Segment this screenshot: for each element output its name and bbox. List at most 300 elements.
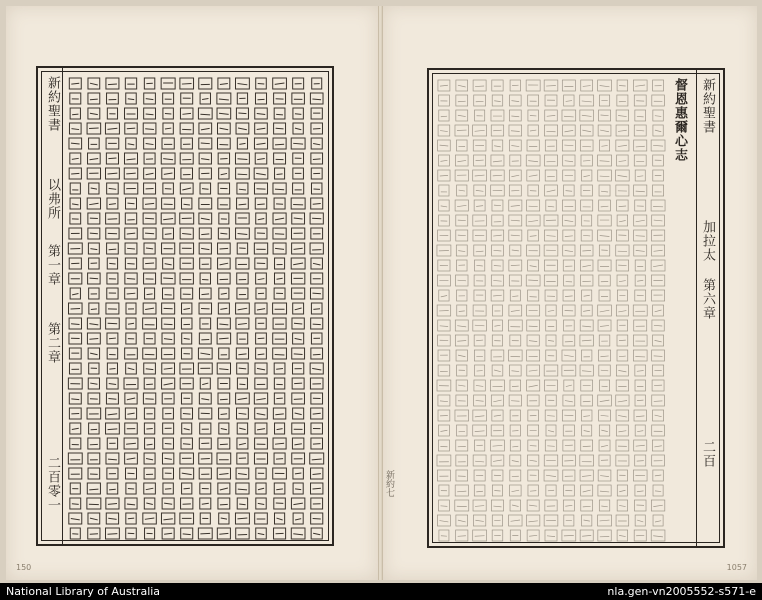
glyph-stroke [475, 130, 485, 131]
glyph-stroke [493, 161, 502, 162]
glyph-stroke [91, 309, 97, 310]
glyph [653, 125, 663, 136]
glyph [292, 438, 303, 449]
glyph-stroke [476, 160, 484, 161]
glyph [70, 498, 81, 509]
glyph [580, 320, 593, 331]
glyph [106, 453, 119, 464]
glyph [293, 333, 304, 344]
glyph [616, 110, 629, 121]
glyph-stroke [164, 503, 172, 504]
glyph [145, 288, 155, 299]
glyph-stroke [653, 265, 663, 267]
glyph-stroke [564, 116, 574, 117]
glyph [544, 365, 558, 376]
glyph-stroke [294, 323, 302, 324]
glyph-stroke [583, 86, 591, 87]
glyph [163, 93, 174, 104]
glyph [69, 123, 81, 134]
glyph-stroke [109, 204, 116, 205]
glyph-stroke [257, 413, 266, 415]
glyph-stroke [147, 294, 153, 295]
glyph-stroke [219, 369, 228, 370]
glyph-stroke [637, 280, 643, 281]
glyph-stroke [530, 491, 536, 492]
glyph [491, 155, 504, 166]
text-column [562, 80, 576, 541]
glyph-stroke [512, 490, 520, 491]
glyph-stroke [238, 233, 248, 234]
glyph [218, 273, 231, 284]
glyph [254, 243, 267, 254]
glyph [87, 318, 100, 329]
glyph [528, 230, 539, 241]
glyph [600, 380, 610, 391]
glyph-stroke [618, 400, 627, 401]
glyph-stroke [220, 399, 228, 400]
glyph-stroke [145, 308, 154, 309]
glyph-stroke [619, 505, 625, 506]
glyph-stroke [529, 341, 537, 342]
glyph-stroke [653, 505, 662, 506]
glyph [181, 498, 193, 509]
glyph [292, 93, 305, 104]
glyph [106, 303, 119, 314]
glyph-stroke [512, 296, 518, 297]
glyph-stroke [312, 99, 321, 100]
glyph-stroke [108, 323, 118, 324]
glyph-stroke [636, 130, 644, 131]
glyph-stroke [511, 235, 520, 236]
glyph-stroke [582, 250, 591, 251]
glyph [491, 395, 503, 406]
glyph [254, 393, 267, 404]
text-column [198, 78, 212, 539]
glyph-stroke [600, 325, 609, 326]
glyph-stroke [601, 415, 609, 416]
glyph [292, 393, 305, 404]
glyph [598, 395, 612, 406]
glyph [181, 288, 193, 299]
glyph [180, 363, 194, 374]
text-column [633, 80, 647, 541]
glyph-stroke [108, 84, 117, 85]
glyph-stroke [89, 339, 98, 340]
glyph-stroke [530, 236, 537, 237]
glyph-stroke [239, 204, 247, 205]
glyph [617, 215, 628, 226]
glyph [236, 483, 249, 494]
glyph-stroke [601, 145, 607, 146]
glyph-stroke [90, 158, 99, 159]
glyph [509, 125, 522, 136]
glyph [237, 183, 248, 194]
glyph [456, 350, 467, 361]
glyph-stroke [440, 401, 448, 402]
glyph [491, 350, 504, 361]
glyph [456, 455, 468, 466]
glyph-stroke [220, 488, 228, 490]
glyph-stroke [277, 174, 283, 175]
glyph [217, 318, 230, 329]
glyph-stroke [275, 189, 284, 190]
glyph-stroke [258, 218, 265, 219]
text-column [490, 80, 504, 541]
glyph-stroke [182, 83, 192, 84]
glyph-stroke [493, 130, 501, 131]
glyph-stroke [619, 535, 626, 536]
glyph [545, 140, 556, 151]
glyph [237, 498, 247, 509]
right-header-note: 督恩惠爾心志 [672, 78, 687, 162]
glyph-stroke [128, 144, 135, 145]
glyph [582, 215, 592, 226]
glyph-stroke [475, 431, 485, 432]
glyph-stroke [275, 144, 284, 145]
glyph [199, 468, 211, 479]
glyph [200, 273, 210, 284]
text-column [310, 78, 324, 539]
glyph-stroke [618, 415, 627, 417]
glyph-stroke [493, 506, 501, 507]
left-pencil-note: 150 [16, 563, 32, 572]
glyph [527, 200, 540, 211]
glyph-stroke [128, 368, 135, 370]
glyph [598, 350, 610, 361]
glyph [599, 140, 609, 151]
glyph-stroke [276, 459, 283, 460]
glyph-stroke [457, 491, 466, 492]
gutter-mark: 新約七 [384, 470, 394, 497]
glyph [616, 140, 629, 151]
glyph-stroke [164, 173, 173, 174]
glyph-stroke [493, 280, 501, 281]
glyph-stroke [90, 518, 98, 520]
glyph [273, 408, 285, 419]
text-column [217, 78, 231, 539]
text-column [473, 80, 487, 541]
glyph-stroke [201, 458, 210, 459]
glyph-stroke [276, 369, 283, 370]
glyph-stroke [565, 296, 573, 297]
glyph [293, 483, 303, 494]
glyph-stroke [600, 130, 609, 132]
glyph [635, 515, 645, 526]
glyph [199, 153, 211, 164]
glyph [199, 228, 211, 239]
glyph [274, 483, 285, 494]
glyph-stroke [90, 278, 98, 279]
glyph-stroke [655, 310, 662, 312]
glyph-stroke [546, 85, 556, 86]
glyph [439, 110, 449, 121]
glyph [292, 348, 305, 359]
glyph-stroke [618, 311, 626, 312]
glyph [508, 320, 522, 331]
glyph-stroke [511, 101, 519, 102]
glyph-stroke [529, 370, 538, 371]
glyph [616, 515, 629, 526]
glyph [88, 513, 100, 524]
glyph-stroke [493, 235, 501, 236]
glyph-stroke [202, 503, 209, 504]
glyph-stroke [109, 489, 116, 490]
glyph-stroke [257, 159, 265, 160]
glyph [181, 438, 192, 449]
glyph-stroke [221, 518, 227, 519]
glyph [236, 348, 248, 359]
glyph [598, 470, 611, 481]
glyph [163, 288, 174, 299]
glyph-stroke [184, 204, 190, 205]
glyph [180, 273, 193, 284]
glyph-stroke [566, 191, 573, 192]
glyph [200, 258, 211, 269]
glyph-stroke [601, 445, 608, 447]
glyph [509, 395, 521, 406]
right-book-title: 新約聖書 [700, 78, 715, 134]
glyph-stroke [313, 474, 321, 475]
glyph [456, 80, 468, 91]
glyph [456, 110, 468, 121]
glyph [217, 453, 231, 464]
glyph [437, 470, 450, 481]
glyph-stroke [182, 473, 192, 474]
right-section-label: 加拉太 [700, 220, 715, 262]
glyph-stroke [653, 145, 663, 146]
glyph-stroke [511, 146, 519, 147]
glyph [199, 123, 212, 134]
glyph-stroke [108, 398, 116, 399]
glyph-stroke [238, 113, 246, 114]
glyph-stroke [619, 161, 627, 162]
glyph [545, 290, 557, 301]
glyph-stroke [89, 203, 98, 204]
glyph [438, 350, 450, 361]
glyph [635, 110, 646, 121]
glyph [124, 153, 137, 164]
glyph [273, 333, 287, 344]
glyph-stroke [183, 444, 190, 445]
glyph-stroke [477, 371, 483, 372]
glyph [599, 500, 609, 511]
glyph [510, 485, 522, 496]
glyph [107, 93, 119, 104]
glyph-stroke [145, 129, 154, 130]
glyph-stroke [636, 416, 644, 417]
glyph-stroke [600, 161, 610, 162]
glyph-stroke [458, 536, 466, 537]
text-column [437, 80, 451, 541]
glyph [474, 350, 485, 361]
glyph [144, 468, 155, 479]
glyph [438, 395, 450, 406]
glyph-stroke [91, 188, 97, 189]
text-column [526, 80, 540, 541]
glyph-stroke [201, 248, 209, 249]
glyph [473, 455, 486, 466]
glyph-stroke [635, 85, 645, 86]
glyph-stroke [636, 236, 645, 237]
glyph [219, 423, 229, 434]
right-chapter: 第六章 [700, 278, 715, 320]
glyph-stroke [90, 99, 98, 100]
glyph-stroke [256, 143, 265, 144]
glyph [580, 140, 593, 151]
glyph [528, 260, 539, 271]
glyph [126, 138, 137, 149]
glyph [144, 138, 156, 149]
glyph [510, 380, 521, 391]
glyph-stroke [528, 220, 538, 221]
glyph-stroke [275, 234, 284, 235]
glyph-stroke [582, 101, 592, 102]
glyph [580, 125, 593, 136]
glyph [255, 513, 268, 524]
glyph-stroke [529, 460, 536, 461]
glyph [598, 320, 611, 331]
glyph-stroke [600, 176, 610, 177]
glyph [635, 260, 645, 271]
glyph [474, 245, 486, 256]
glyph-stroke [440, 131, 448, 132]
left-page-frame [36, 66, 334, 546]
glyph [143, 123, 156, 134]
glyph [653, 485, 663, 496]
glyph-stroke [109, 188, 117, 189]
glyph-stroke [441, 295, 447, 296]
glyph-stroke [618, 370, 626, 371]
glyph-stroke [582, 265, 591, 267]
glyph-stroke [108, 158, 116, 159]
glyph [599, 275, 610, 286]
glyph-stroke [530, 266, 537, 267]
glyph [310, 243, 323, 254]
glyph-stroke [238, 474, 247, 475]
glyph-stroke [109, 263, 115, 264]
glyph-stroke [238, 128, 247, 130]
glyph [616, 425, 628, 436]
glyph [509, 95, 521, 106]
footer-identifier: nla.gen-vn2005552-s571-e [607, 585, 756, 598]
glyph-stroke [313, 159, 321, 160]
glyph-stroke [146, 114, 154, 115]
glyph [545, 530, 557, 541]
glyph-stroke [127, 128, 135, 129]
glyph-stroke [257, 204, 264, 205]
glyph [635, 365, 646, 376]
left-chapter-b: 第二章 [45, 322, 60, 364]
glyph-stroke [109, 338, 116, 339]
glyph [438, 320, 450, 331]
glyph [438, 500, 449, 511]
glyph-stroke [164, 383, 173, 385]
glyph [439, 185, 449, 196]
glyph [509, 365, 521, 376]
glyph [219, 168, 229, 179]
glyph-stroke [566, 385, 572, 387]
glyph [255, 153, 267, 164]
glyph-stroke [256, 173, 266, 174]
glyph-stroke [201, 234, 209, 235]
glyph-stroke [619, 281, 626, 282]
glyph [510, 290, 520, 301]
left-page [6, 6, 379, 580]
glyph [89, 303, 99, 314]
glyph-stroke [89, 489, 98, 490]
glyph-stroke [127, 263, 134, 264]
glyph-stroke [440, 175, 448, 176]
glyph-stroke [201, 218, 210, 219]
glyph [562, 125, 575, 136]
glyph-stroke [312, 293, 320, 294]
glyph [510, 155, 521, 166]
left-body-text [66, 68, 326, 544]
glyph [652, 440, 663, 451]
glyph-stroke [201, 159, 209, 160]
glyph-stroke [476, 251, 484, 252]
glyph [492, 80, 503, 91]
text-column [580, 80, 594, 541]
glyph [87, 498, 101, 509]
glyph-stroke [71, 324, 79, 325]
glyph-stroke [476, 206, 483, 207]
glyph [255, 378, 267, 389]
glyph-stroke [457, 341, 466, 342]
text-column [544, 80, 558, 541]
glyph-stroke [476, 265, 482, 266]
glyph [182, 198, 192, 209]
glyph [144, 153, 155, 164]
glyph-stroke [276, 518, 282, 520]
glyph [634, 410, 646, 421]
glyph [199, 78, 212, 89]
glyph-stroke [458, 235, 466, 236]
glyph [563, 290, 575, 301]
glyph-stroke [654, 220, 663, 221]
glyph [293, 183, 304, 194]
glyph [310, 453, 324, 464]
glyph [527, 140, 539, 151]
glyph-stroke [529, 326, 538, 327]
glyph [255, 108, 268, 119]
text-column [143, 78, 157, 539]
glyph-stroke [238, 308, 248, 310]
glyph-stroke [239, 189, 246, 190]
glyph [199, 288, 211, 299]
glyph [236, 168, 250, 179]
left-page-number: 二百零一 [45, 456, 60, 512]
glyph [70, 198, 80, 209]
glyph-stroke [636, 146, 645, 147]
glyph-stroke [548, 206, 554, 207]
glyph-stroke [108, 429, 118, 430]
glyph-stroke [619, 356, 626, 357]
glyph-stroke [295, 519, 301, 520]
glyph-stroke [219, 533, 228, 534]
glyph [580, 455, 594, 466]
glyph [474, 200, 485, 211]
glyph-stroke [548, 430, 554, 431]
glyph-stroke [655, 130, 661, 132]
glyph [510, 455, 521, 466]
glyph-stroke [182, 113, 191, 114]
glyph [455, 155, 468, 166]
glyph [598, 260, 611, 271]
glyph-stroke [182, 188, 191, 190]
glyph-stroke [546, 236, 555, 237]
glyph [652, 290, 665, 301]
